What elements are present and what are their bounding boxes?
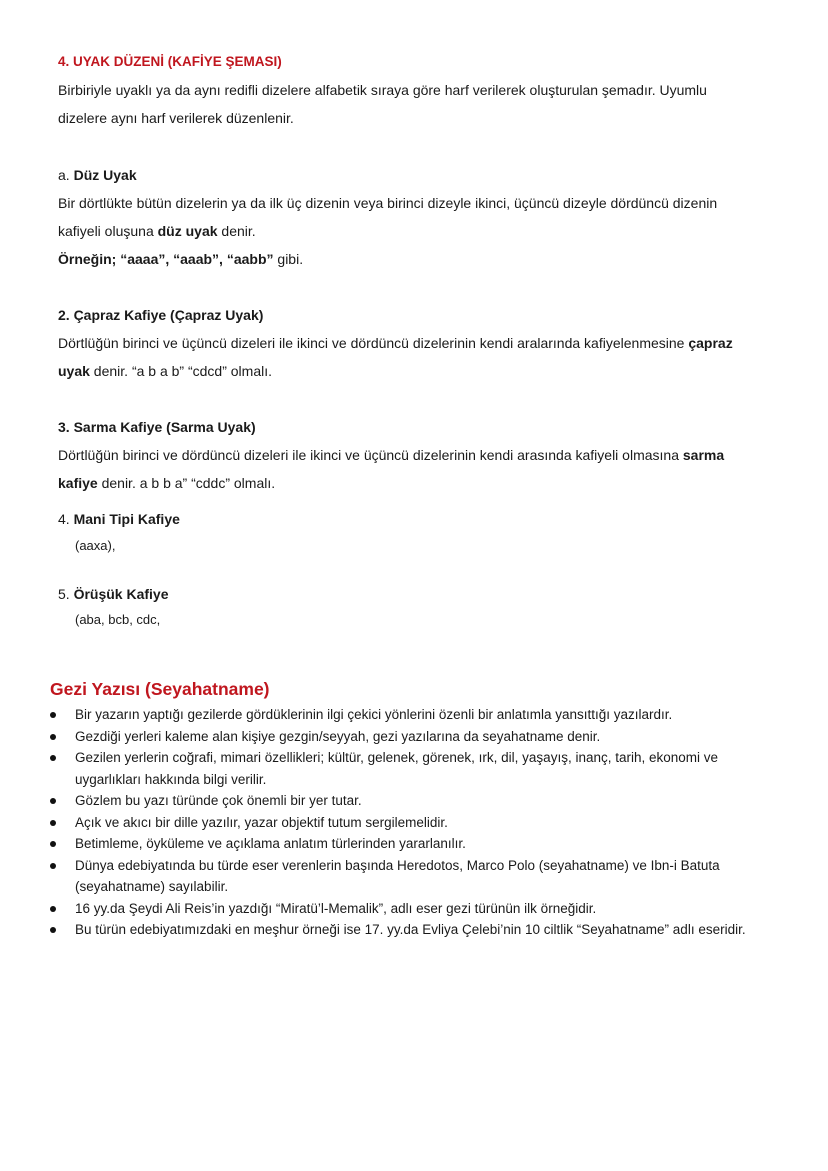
gezi-bullet-item <box>0 726 775 748</box>
gezi-bullet-text: Açık ve akıcı bir dille yazılır, yazar objektif tutum sergilemelidir. <box>75 814 448 830</box>
gezi-bullet-item <box>0 747 775 790</box>
gezi-bullet-text: Betimleme, öyküleme ve açıklama anlatım türlerinden yararlanılır. <box>75 836 466 851</box>
sarma-kafiye-title: 3. Sarma Kafiye (Sarma Uyak) <box>58 419 256 435</box>
uyak-desc-line-2: dizelere aynı harf verilerek düzenlenir. <box>58 110 294 126</box>
duz-uyak-line-2: kafiyeli oluşuna düz uyak denir. <box>58 223 256 239</box>
bullet-dot-icon <box>50 863 56 869</box>
gezi-bullet-item <box>0 855 775 898</box>
sarma-kafiye-line-2: kafiye denir. a b b a” “cddc” olmalı. <box>58 475 276 491</box>
bullet-dot-icon <box>50 906 56 912</box>
capraz-kafiye-line-1: Dörtlüğün birinci ve üçüncü dizeleri ile ikinci ve dördüncü dizelerinin kendi aralarında kafiyelenmesine çapraz <box>58 335 733 351</box>
capraz-kafiye-line-2: uyak denir. “a b a b” “cdcd” olmalı. <box>58 363 272 379</box>
gezi-bullet-item <box>0 919 775 941</box>
bullet-dot-icon <box>50 798 56 804</box>
gezi-bullet-text: Gözlem bu yazı türünde çok önemli bir yer tutar. <box>75 793 362 808</box>
gezi-bullet-text: Bir yazarın yaptığı gezilerde gördüklerinin ilgi çekici yönlerini özenli bir anlatımla yansıttığı yazılardır. <box>75 707 673 722</box>
gezi-bullet-item <box>0 790 775 812</box>
duz-uyak-line-1: Bir dörtlükte bütün dizelerin ya da ilk üç dizenin veya birinci dizeyle ikinci, üçüncü dizeyle dördüncü dizenin <box>58 195 718 211</box>
gezi-bullet-list <box>0 704 828 941</box>
gezi-bullet-item <box>0 833 775 855</box>
gezi-bullet-text: Bu türün edebiyatımızdaki en meşhur örneği ise 17. yy.da Evliya Çelebi’nin 10 ciltlik “Seyahatname” adlı eseridir. <box>75 922 746 937</box>
mani-kafiye-title: 4. Mani Tipi Kafiye <box>58 511 180 527</box>
bullet-dot-icon <box>50 841 56 847</box>
uyak-desc-line-1: Birbiriyle uyaklı ya da aynı redifli dizelere alfabetik sıraya göre harf verilerek oluşturulan şemadır. Uyumlu <box>58 82 707 98</box>
capraz-kafiye-title: 2. Çapraz Kafiye (Çapraz Uyak) <box>58 307 264 323</box>
bullet-dot-icon <box>50 820 56 826</box>
bullet-dot-icon <box>50 734 56 740</box>
duz-uyak-title: a. Düz Uyak <box>58 167 137 183</box>
gezi-bullet-text: 16 yy.da Şeydi Ali Reis’in yazdığı “Miratü’l-Memalik”, adlı eser gezi türünün ilk örneğidir. <box>75 900 597 916</box>
gezi-bullet-item <box>0 812 775 834</box>
bullet-dot-icon <box>50 755 56 761</box>
gezi-bullet-text: Gezilen yerlerin coğrafi, mimari özellikleri; kültür, gelenek, görenek, ırk, dil, yaşayış, inanç, tarih, ekonomi ve uygarlıkları hakkında bilgi verilir. <box>75 750 719 787</box>
gezi-bullet-item <box>0 898 775 920</box>
gezi-bullet-text: Gezdiği yerleri kaleme alan kişiye gezgin/seyyah, gezi yazılarına da seyahatname denir. <box>75 728 601 744</box>
gezi-bullet-item <box>0 704 775 726</box>
gezi-bullet-text: Dünya edebiyatında bu türde eser verenlerin başında Heredotos, Marco Polo (seyahatname) ve Ibn-i Batuta (seyahatname) sayılabilir. <box>75 857 720 894</box>
bullet-dot-icon <box>50 927 56 933</box>
sarma-kafiye-line-1: Dörtlüğün birinci ve dördüncü dizeleri ile ikinci ve üçüncü dizelerinin kendi arasında kafiyeli olmasına sarma <box>58 447 725 463</box>
uyak-heading: 4. UYAK DÜZENİ (KAFİYE ŞEMASI) <box>58 54 282 69</box>
orusuk-kafiye-title: 5. Örüşük Kafiye <box>58 586 169 602</box>
duz-uyak-example: Örneğin; “aaaa”, “aaab”, “aabb” gibi. <box>58 251 304 267</box>
gezi-yazisi-heading: Gezi Yazısı (Seyahatname) <box>50 679 270 699</box>
mani-kafiye-example: (aaxa), <box>75 538 116 553</box>
orusuk-kafiye-example: (aba, bcb, cdc, <box>75 612 161 627</box>
bullet-dot-icon <box>50 712 56 718</box>
